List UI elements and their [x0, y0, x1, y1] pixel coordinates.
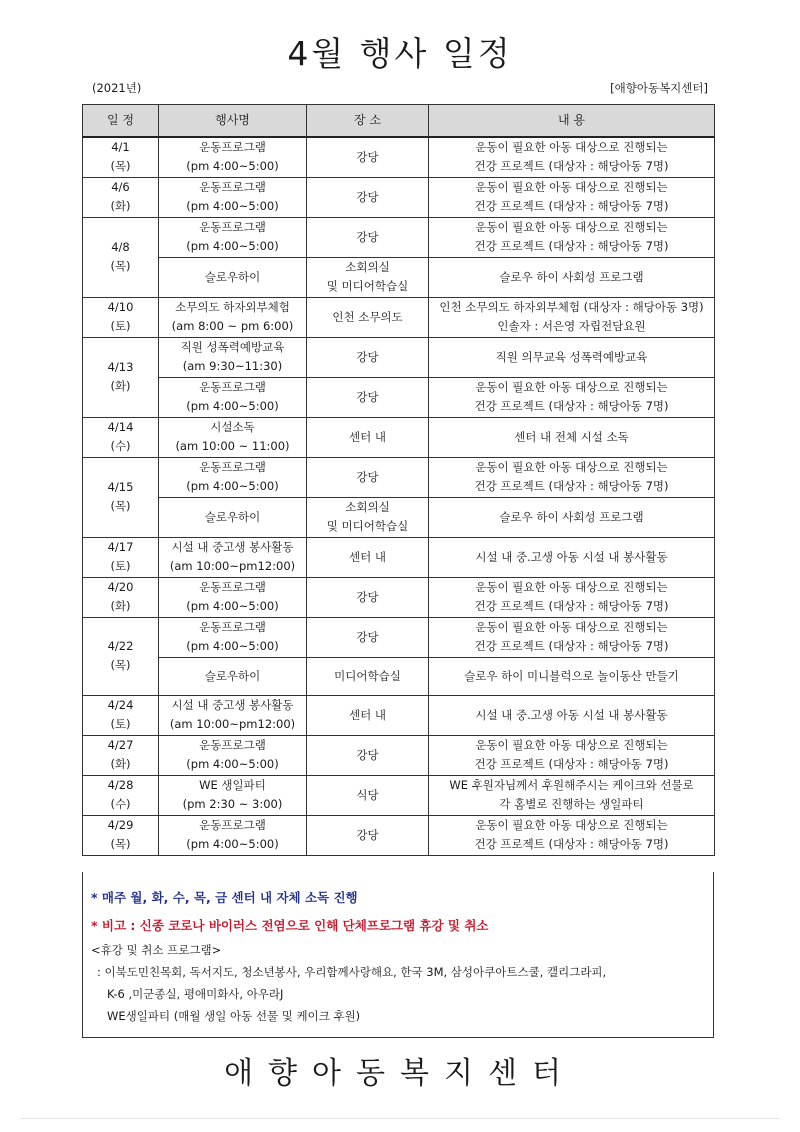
table-row	[83, 297, 715, 337]
content-cell	[429, 257, 715, 297]
event-name: 운동프로그램	[199, 220, 266, 234]
place-name: 센터 내	[349, 549, 386, 564]
day-of-week: (목)	[110, 499, 131, 513]
event-cell	[159, 577, 307, 617]
content-line-2: 건강 프로젝트 (대상자 : 해당아동 7명)	[474, 599, 669, 613]
place-cell	[307, 377, 429, 417]
event-name: 슬로우하이	[204, 509, 261, 524]
event-name: WE 생일파티	[199, 778, 266, 792]
date-value: 4/1	[111, 140, 130, 155]
event-time: (pm 4:00~5:00)	[186, 639, 279, 653]
event-cell	[159, 497, 307, 537]
event-time: (pm 4:00~5:00)	[186, 757, 279, 771]
event-name: 슬로우하이	[204, 668, 261, 683]
content-cell	[429, 137, 715, 177]
day-of-week: (목)	[110, 159, 131, 174]
event-cell	[159, 815, 307, 855]
event-name: 운동프로그램	[199, 818, 266, 832]
event-time: (pm 4:00~5:00)	[186, 159, 279, 174]
day-of-week: (화)	[110, 379, 131, 393]
place-name: 인천 소무의도	[332, 309, 403, 324]
place-cell	[307, 775, 429, 815]
note-cancelled-list-3: WE생일파티 (매월 생일 아동 선물 및 케이크 후원)	[107, 1009, 361, 1023]
event-cell	[159, 137, 307, 177]
table-row	[83, 137, 715, 177]
page-title: 4월 행사 일정	[287, 34, 513, 73]
table-row	[83, 695, 715, 735]
event-name: 운동프로그램	[199, 738, 266, 752]
date-value: 4/13	[107, 360, 134, 374]
note-cancelled-heading: <휴강 및 취소 프로그램>	[91, 943, 222, 957]
content-cell	[429, 577, 715, 617]
content-line-1: 시설 내 중.고생 아동 시설 내 봉사활동	[475, 707, 668, 722]
organization-label: [애향아동복지센터]	[610, 81, 708, 95]
place-cell	[307, 577, 429, 617]
note-cancelled-list-1: : 이북도민친목회, 독서지도, 청소년봉사, 우리함께사랑해요, 한국 3M, 삼성아쿠아트스쿨, 캘리그라피,	[97, 965, 607, 979]
event-name: 시설 내 중고생 봉사활동	[171, 698, 294, 712]
date-value: 4/22	[107, 639, 134, 653]
content-cell	[429, 457, 715, 497]
table-row	[83, 217, 715, 257]
event-time: (pm 4:00~5:00)	[186, 399, 279, 413]
event-name: 시설 내 중고생 봉사활동	[171, 540, 294, 554]
day-of-week: (수)	[110, 439, 131, 453]
content-line-1: 직원 의무교육 성폭력예방교육	[495, 349, 648, 364]
place-cell	[307, 297, 429, 337]
date-value: 4/14	[107, 420, 134, 434]
content-cell	[429, 617, 715, 657]
event-time: (am 10:00~pm12:00)	[169, 559, 296, 573]
date-value: 4/28	[107, 778, 134, 792]
date-value: 4/8	[111, 240, 130, 254]
place-name: 강당	[356, 189, 379, 204]
event-name: 직원 성폭력예방교육	[180, 340, 285, 354]
event-cell	[159, 735, 307, 775]
content-line-1: 운동이 필요한 아동 대상으로 진행되는	[475, 620, 668, 634]
date-value: 4/24	[107, 698, 134, 712]
table-row	[83, 657, 715, 695]
content-line-2: 인솔자 : 서은영 자립전담요원	[497, 319, 646, 333]
date-value: 4/17	[107, 540, 134, 554]
note-cancelled-list-2: K-6 ,미군종실, 평애미화사, 아우라J	[107, 987, 284, 1001]
place-cell	[307, 457, 429, 497]
content-line-1: 운동이 필요한 아동 대상으로 진행되는	[475, 738, 668, 752]
footer-divider	[20, 1118, 780, 1119]
event-time: (pm 4:00~5:00)	[186, 199, 279, 213]
event-time: (pm 4:00~5:00)	[186, 837, 279, 851]
content-cell	[429, 217, 715, 257]
event-cell	[159, 217, 307, 257]
content-cell	[429, 377, 715, 417]
event-cell	[159, 297, 307, 337]
notes-box	[82, 872, 714, 1038]
event-cell	[159, 337, 307, 377]
header-place: 장 소	[307, 105, 429, 138]
schedule-body	[83, 137, 715, 855]
place-name-extra: 및 미디어학습실	[326, 519, 409, 533]
event-cell	[159, 537, 307, 577]
date-value: 4/6	[111, 180, 130, 194]
event-time: (pm 4:00~5:00)	[186, 479, 279, 493]
table-row	[83, 377, 715, 417]
table-row	[83, 815, 715, 855]
event-name: 운동프로그램	[199, 380, 266, 394]
content-cell	[429, 497, 715, 537]
place-name: 강당	[356, 827, 379, 842]
content-cell	[429, 297, 715, 337]
event-cell	[159, 457, 307, 497]
content-line-1: 운동이 필요한 아동 대상으로 진행되는	[475, 580, 668, 594]
event-time: (pm 4:00~5:00)	[186, 599, 279, 613]
place-cell	[307, 815, 429, 855]
place-cell	[307, 695, 429, 735]
content-cell	[429, 657, 715, 695]
place-cell	[307, 337, 429, 377]
content-line-1: 시설 내 중.고생 아동 시설 내 봉사활동	[475, 549, 668, 564]
event-name: 운동프로그램	[199, 460, 266, 474]
table-row	[83, 457, 715, 497]
place-name: 센터 내	[349, 707, 386, 722]
day-of-week: (목)	[110, 259, 131, 273]
date-cell	[83, 177, 159, 217]
date-cell	[83, 137, 159, 177]
place-cell	[307, 537, 429, 577]
content-cell	[429, 337, 715, 377]
table-header-row	[83, 105, 715, 138]
content-line-2: 건강 프로젝트 (대상자 : 해당아동 7명)	[474, 479, 669, 493]
event-cell	[159, 657, 307, 695]
day-of-week: (화)	[110, 199, 131, 213]
date-cell	[83, 217, 159, 297]
date-value: 4/15	[107, 480, 134, 494]
date-cell	[83, 297, 159, 337]
content-line-2: 건강 프로젝트 (대상자 : 해당아동 7명)	[474, 239, 669, 253]
note-covid-remark: * 비고 : 신종 코로나 바이러스 전염으로 인해 단체프로그램 휴강 및 취소	[91, 918, 489, 933]
day-of-week: (목)	[110, 837, 131, 851]
content-cell	[429, 177, 715, 217]
table-row	[83, 577, 715, 617]
place-cell	[307, 417, 429, 457]
content-line-2: 건강 프로젝트 (대상자 : 해당아동 7명)	[474, 399, 669, 413]
content-line-1: 운동이 필요한 아동 대상으로 진행되는	[475, 220, 668, 234]
content-line-2: 건강 프로젝트 (대상자 : 해당아동 7명)	[474, 639, 669, 653]
day-of-week: (화)	[110, 599, 131, 613]
day-of-week: (화)	[110, 757, 131, 771]
date-cell	[83, 457, 159, 537]
content-line-1: 운동이 필요한 아동 대상으로 진행되는	[475, 460, 668, 474]
place-name: 소회의실	[345, 500, 390, 514]
schedule-table	[82, 104, 715, 856]
event-time: (am 10:00 ~ 11:00)	[175, 439, 290, 453]
content-line-2: 각 홈별로 진행하는 생일파티	[499, 797, 644, 811]
header-content: 내 용	[429, 105, 715, 138]
event-name: 소무의도 하자외부체험	[175, 300, 290, 314]
place-cell	[307, 217, 429, 257]
table-row	[83, 537, 715, 577]
content-line-1: 운동이 필요한 아동 대상으로 진행되는	[475, 140, 668, 155]
content-cell	[429, 775, 715, 815]
content-line-1: WE 후원자님께서 후원해주시는 케이크와 선물로	[449, 778, 694, 792]
event-time: (am 10:00~pm12:00)	[169, 717, 296, 731]
content-cell	[429, 735, 715, 775]
place-name: 강당	[356, 589, 379, 604]
place-cell	[307, 257, 429, 297]
note-disinfection: * 매주 월, 화, 수, 목, 금 센터 내 자체 소독 진행	[91, 890, 358, 905]
event-cell	[159, 695, 307, 735]
header-event: 행사명	[159, 105, 307, 138]
table-row	[83, 617, 715, 657]
content-line-1: 슬로우 하이 사회성 프로그램	[499, 269, 644, 284]
place-cell	[307, 617, 429, 657]
event-cell	[159, 377, 307, 417]
place-name: 강당	[356, 349, 379, 364]
content-cell	[429, 537, 715, 577]
content-line-2: 건강 프로젝트 (대상자 : 해당아동 7명)	[474, 837, 669, 851]
content-line-2: 건강 프로젝트 (대상자 : 해당아동 7명)	[474, 757, 669, 771]
date-cell	[83, 775, 159, 815]
place-cell	[307, 137, 429, 177]
event-name: 운동프로그램	[199, 580, 266, 594]
place-name: 강당	[356, 149, 379, 164]
date-cell	[83, 617, 159, 695]
event-cell	[159, 775, 307, 815]
place-name: 식당	[356, 787, 379, 802]
place-cell	[307, 497, 429, 537]
content-cell	[429, 417, 715, 457]
day-of-week: (토)	[110, 319, 131, 333]
content-line-1: 슬로우 하이 미니블럭으로 놀이동산 만들기	[464, 668, 679, 683]
day-of-week: (수)	[110, 797, 131, 811]
event-cell	[159, 257, 307, 297]
place-cell	[307, 657, 429, 695]
place-name: 강당	[356, 229, 379, 244]
place-name: 미디어학습실	[334, 668, 401, 683]
date-cell	[83, 695, 159, 735]
place-name: 강당	[356, 629, 379, 644]
event-cell	[159, 617, 307, 657]
event-time: (pm 2:30 ~ 3:00)	[182, 797, 283, 811]
table-row	[83, 497, 715, 537]
place-name: 센터 내	[349, 429, 386, 444]
date-cell	[83, 815, 159, 855]
content-cell	[429, 815, 715, 855]
date-cell	[83, 735, 159, 775]
footer-organization: 애향아동복지센터	[224, 1056, 576, 1091]
table-row	[83, 177, 715, 217]
year-label: (2021년)	[92, 81, 142, 95]
day-of-week: (목)	[110, 658, 131, 672]
event-cell	[159, 417, 307, 457]
content-line-1: 운동이 필요한 아동 대상으로 진행되는	[475, 380, 668, 394]
content-line-1: 인천 소무의도 하자외부체험 (대상자 : 해당아동 3명)	[439, 300, 704, 314]
content-line-2: 건강 프로젝트 (대상자 : 해당아동 7명)	[474, 199, 669, 213]
place-name-extra: 및 미디어학습실	[326, 279, 409, 293]
date-value: 4/20	[107, 580, 134, 594]
table-row	[83, 417, 715, 457]
event-cell	[159, 177, 307, 217]
event-name: 시설소독	[210, 420, 255, 434]
table-row	[83, 775, 715, 815]
event-name: 운동프로그램	[199, 620, 266, 634]
place-name: 강당	[356, 469, 379, 484]
date-cell	[83, 577, 159, 617]
date-cell	[83, 417, 159, 457]
content-line-1: 운동이 필요한 아동 대상으로 진행되는	[475, 180, 668, 194]
table-row	[83, 257, 715, 297]
date-value: 4/10	[107, 300, 134, 314]
place-name: 소회의실	[345, 260, 390, 274]
content-cell	[429, 695, 715, 735]
event-time: (pm 4:00~5:00)	[186, 239, 279, 253]
content-line-1: 운동이 필요한 아동 대상으로 진행되는	[475, 818, 668, 832]
event-time: (am 9:30~11:30)	[182, 359, 283, 373]
event-name: 슬로우하이	[204, 269, 261, 284]
event-name: 운동프로그램	[199, 140, 266, 155]
place-name: 강당	[356, 747, 379, 762]
content-line-1: 센터 내 전체 시설 소독	[514, 429, 629, 444]
header-date: 일 정	[83, 105, 159, 138]
place-cell	[307, 735, 429, 775]
place-name: 강당	[356, 389, 379, 404]
event-name: 운동프로그램	[199, 180, 266, 194]
date-cell	[83, 537, 159, 577]
day-of-week: (토)	[110, 559, 131, 573]
content-line-1: 슬로우 하이 사회성 프로그램	[499, 509, 644, 524]
content-line-2: 건강 프로젝트 (대상자 : 해당아동 7명)	[474, 159, 669, 174]
day-of-week: (토)	[110, 717, 131, 731]
place-cell	[307, 177, 429, 217]
date-value: 4/27	[107, 738, 134, 752]
date-value: 4/29	[107, 818, 134, 832]
table-row	[83, 337, 715, 377]
event-time: (am 8:00 ~ pm 6:00)	[171, 319, 294, 333]
table-row	[83, 735, 715, 775]
date-cell	[83, 337, 159, 417]
